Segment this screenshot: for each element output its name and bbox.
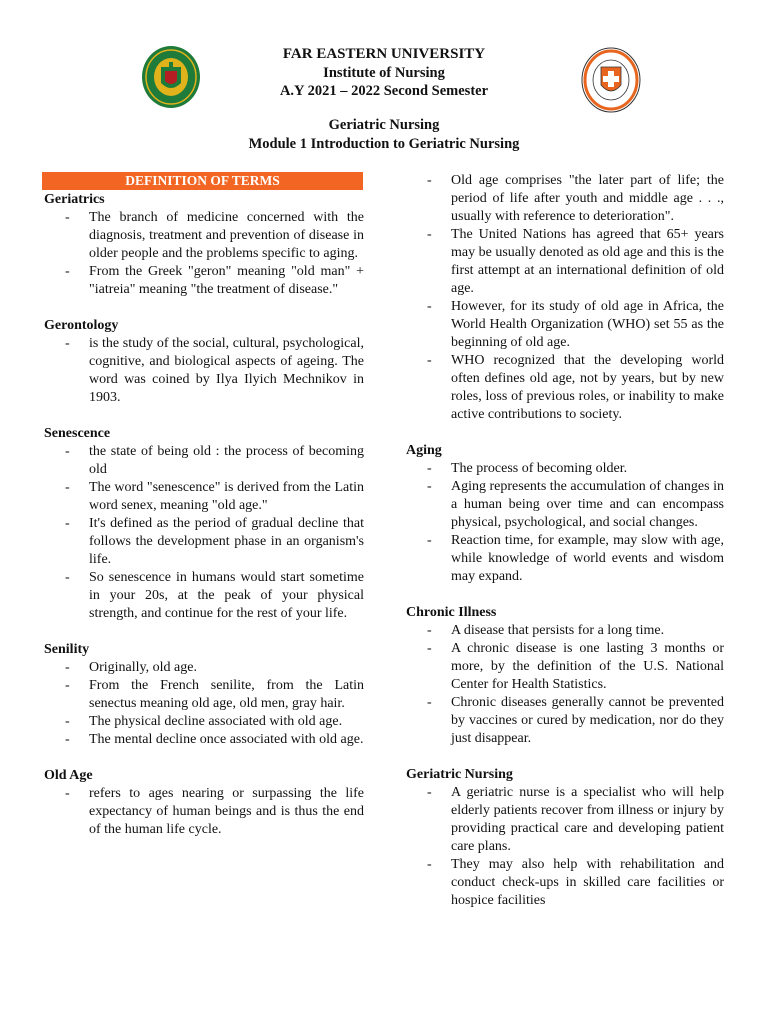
section-title: Chronic Illness [406, 605, 497, 620]
list-item: - Reaction time, for example, may slow with age, while knowledge of world events and wisdom may expand. [406, 532, 724, 586]
list-item: - The United Nations has agreed that 65+ years may be usually denoted as old age and this is the first attempt at an international definition of old age. [406, 226, 724, 298]
list-item: - A chronic disease is one lasting 3 months or more, by the definition of the U.S. National Center for Health Statistics. [406, 640, 724, 694]
old-age-continued-list [406, 172, 724, 424]
bullet-list [44, 335, 364, 407]
section-title: Senility [44, 642, 90, 657]
section-title: Aging [406, 443, 442, 458]
institute-name: Institute of Nursing [323, 65, 445, 81]
section-title: Geriatrics [44, 192, 105, 207]
section-geriatric-nursing [406, 766, 724, 910]
section-senility [44, 641, 364, 749]
list-item: - refers to ages nearing or surpassing the life expectancy of human beings and is thus the end of the human life cycle. [44, 785, 364, 839]
section-gerontology [44, 317, 364, 407]
section-title: Old Age [44, 768, 93, 783]
course-title: Geriatric Nursing [328, 117, 440, 133]
section-aging [406, 442, 724, 586]
section-chronic-illness [406, 604, 724, 748]
list-item: - Originally, old age. [44, 659, 364, 677]
academic-year: A.Y 2021 – 2022 Second Semester [279, 83, 489, 99]
section-title: Gerontology [44, 318, 119, 333]
list-item: - From the Greek "geron" meaning "old man" + "iatreia" meaning "the treatment of disease." [44, 263, 364, 299]
list-item: - So senescence in humans would start sometime in your 20s, at the peak of your physical strength, and continue for the rest of your life. [44, 569, 364, 623]
bullet-list [406, 460, 724, 586]
list-item: - It's defined as the period of gradual decline that follows the development phase in an organism's life. [44, 515, 364, 569]
list-item: - The branch of medicine concerned with the diagnosis, treatment and prevention of disease in older people and the problems specific to aging. [44, 209, 364, 263]
list-item: - Old age comprises "the later part of life; the period of life after youth and middle age . . ., usually with reference to deterioration". [406, 172, 724, 226]
list-item: - Aging represents the accumulation of changes in a human being over time and can encompass physical, psychological, and social changes. [406, 478, 724, 532]
list-item: - The mental decline once associated with old age. [44, 731, 364, 749]
section-title: Senescence [44, 426, 111, 441]
list-item: - However, for its study of old age in Africa, the World Health Organization (WHO) set 55 as the beginning of old age. [406, 298, 724, 352]
module-title: Module 1 Introduction to Geriatric Nursing [248, 136, 520, 152]
section-geriatrics [44, 191, 364, 299]
list-item: - WHO recognized that the developing world often defines old age, not by years, but by new roles, loss of previous roles, or inability to make active contributions to society. [406, 352, 724, 424]
bullet-list [44, 785, 364, 839]
bullet-list [44, 443, 364, 623]
bullet-list [406, 622, 724, 748]
right-sections [406, 442, 724, 910]
list-item: - is the study of the social, cultural, psychological, cognitive, and biological aspects of ageing. The word was coined by Ilya Ilyich Mechnikov in 1903. [44, 335, 364, 407]
list-item: - The word "senescence" is derived from the Latin word senex, meaning "old age." [44, 479, 364, 515]
list-item: - the state of being old : the process of becoming old [44, 443, 364, 479]
list-item: - A disease that persists for a long time. [406, 622, 724, 640]
list-item: - The process of becoming older. [406, 460, 724, 478]
right-column [406, 172, 724, 928]
list-item: - They may also help with rehabilitation and conduct check-ups in skilled care facilities or hospice facilities [406, 856, 724, 910]
section-title: Geriatric Nursing [406, 767, 513, 782]
bullet-list [44, 209, 364, 299]
list-item: - A geriatric nurse is a specialist who will help elderly patients recover from illness or injury by providing practical care and developing patient care plans. [406, 784, 724, 856]
bullet-list [406, 784, 724, 910]
definition-of-terms-banner: DEFINITION OF TERMS [42, 172, 363, 190]
list-item: - Chronic diseases generally cannot be prevented by vaccines or cured by medication, nor do they just disappear. [406, 694, 724, 748]
list-item: - The physical decline associated with old age. [44, 713, 364, 731]
left-sections [44, 191, 364, 839]
list-item: - From the French senilite, from the Latin senectus meaning old age, old men, gray hair. [44, 677, 364, 713]
bullet-list [44, 659, 364, 749]
section-old-age [44, 767, 364, 839]
university-name: FAR EASTERN UNIVERSITY [282, 46, 486, 62]
left-column [44, 172, 364, 857]
section-senescence [44, 425, 364, 623]
